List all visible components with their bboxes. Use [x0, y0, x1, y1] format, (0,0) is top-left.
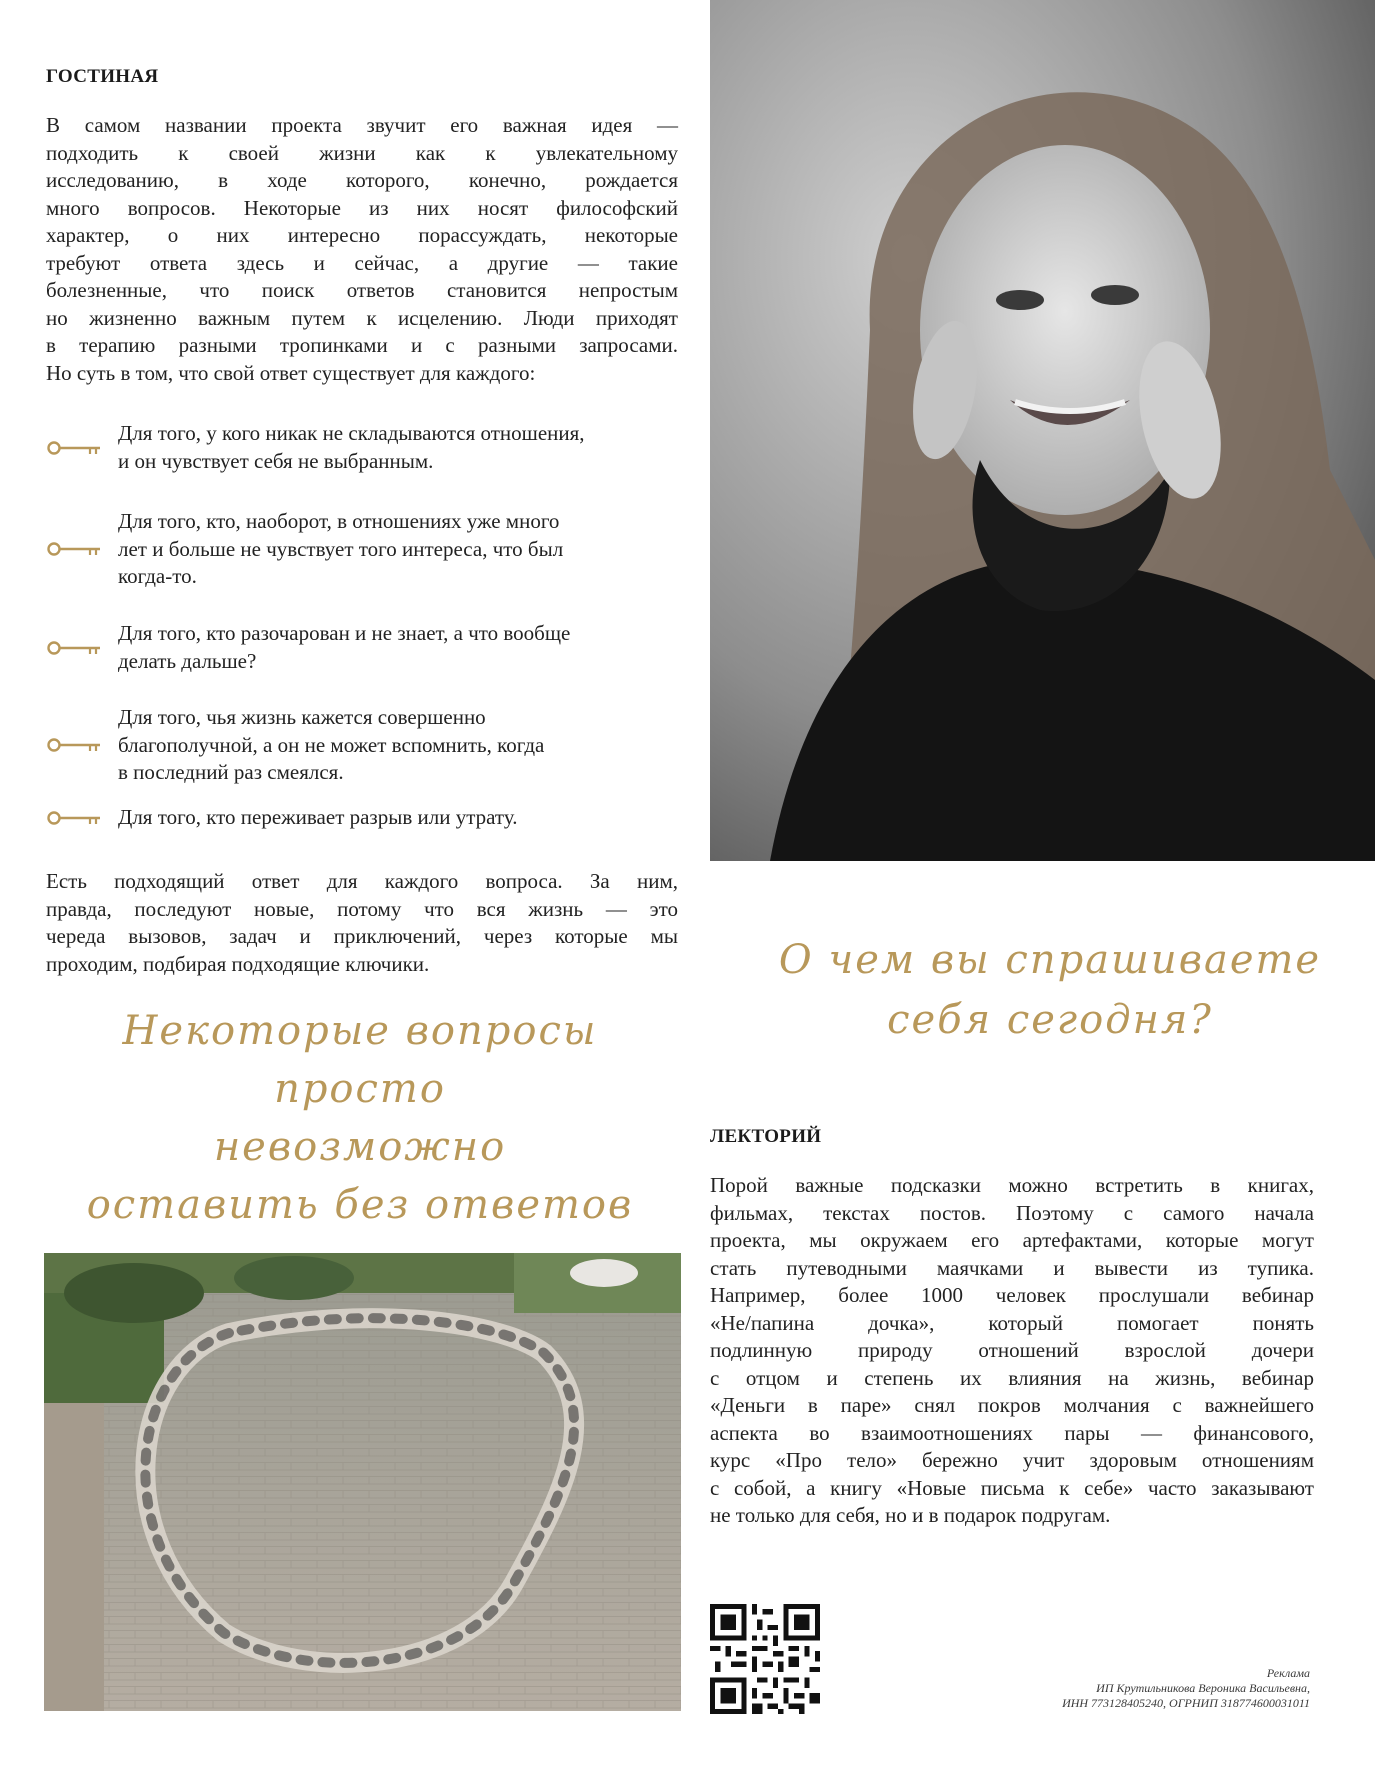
ad-disclaimer — [900, 1666, 1310, 1711]
portrait-photo — [710, 0, 1375, 861]
key-list — [46, 420, 686, 840]
ad-registration: ИНН 773128405240, ОГРНИП 318774600031011 — [1062, 1696, 1310, 1710]
intro-line: много вопросов. Некоторые из них носят философский — [46, 195, 678, 220]
lektoriy-line: с собой, а книгу «Новые письма к себе» часто заказывают — [710, 1475, 1314, 1500]
quote-right-line-2: себя сегодня? — [887, 997, 1213, 1043]
group-photo-image — [44, 1253, 681, 1711]
key-list-item — [46, 508, 686, 591]
lektoriy-line: не только для себя, но и в подарок подругам. — [710, 1503, 1111, 1527]
key-list-line: и он чувствует себя не выбранным. — [118, 448, 434, 473]
key-list-line: Для того, кто переживает разрыв или утрату. — [118, 805, 518, 829]
lektoriy-line: курс «Про тело» бережно учит здоровым отношениям — [710, 1448, 1314, 1472]
key-list-line: Для того, кто разочарован и не знает, а что вообще — [118, 621, 571, 645]
intro-line: требуют ответа здесь и сейчас, а другие — такие — [46, 250, 678, 275]
key-list-line: когда-то. — [118, 564, 197, 588]
intro-line: но жизненно важным путем к исцелению. Люди приходят — [46, 305, 678, 330]
ad-owner: ИП Крутильникова Вероника Васильевна, — [1096, 1681, 1310, 1695]
group-photo — [44, 1253, 681, 1711]
lektoriy-line: Например, более 1000 человек прослушали вебинар — [710, 1283, 1314, 1307]
qr-code-icon — [710, 1604, 820, 1714]
lektoriy-line: Порой важные подсказки можно встретить в книгах, — [710, 1173, 1314, 1197]
section-title-gostinaya: ГОСТИНАЯ — [46, 66, 159, 87]
key-list-line: в последний раз смеялся. — [118, 760, 344, 784]
closing-line: череда вызовов, задач и приключений, через которые мы — [46, 924, 678, 948]
key-list-line: делать дальше? — [118, 648, 257, 673]
key-list-text — [118, 508, 686, 591]
key-list-line: лет и больше не чувствует того интереса, что был — [118, 536, 564, 561]
key-list-text — [118, 620, 686, 675]
key-icon — [46, 539, 102, 559]
key-list-line: благополучной, а он не может вспомнить, когда — [118, 732, 545, 757]
lektoriy-line: аспекта во взаимоотношениях пары — финансового, — [710, 1420, 1314, 1445]
closing-line: правда, последуют новые, потому что вся жизнь — это — [46, 896, 678, 921]
quote-right-line-1: О чем вы спрашиваете — [778, 937, 1322, 983]
intro-line: характер, о них интересно порассуждать, некоторые — [46, 223, 678, 247]
intro-line: Но суть в том, что свой ответ существует для каждого: — [46, 360, 536, 385]
intro-paragraph — [46, 112, 678, 387]
closing-line: проходим, подбирая подходящие ключики. — [46, 951, 430, 976]
key-list-item — [46, 804, 686, 832]
key-icon — [46, 638, 102, 658]
lektoriy-paragraph — [710, 1172, 1314, 1530]
closing-paragraph — [46, 868, 678, 978]
quote-left — [40, 1002, 680, 1234]
key-list-text — [118, 420, 686, 475]
lektoriy-line: проекта, мы окружаем его артефактами, которые могут — [710, 1228, 1314, 1252]
key-icon — [46, 438, 102, 458]
intro-line: в терапию разными тропинками и с разными запросами. — [46, 333, 678, 357]
key-list-item — [46, 620, 686, 675]
lektoriy-line: подлинную природу отношений взрослой дочери — [710, 1338, 1314, 1362]
lektoriy-line: «Деньги в паре» снял покров молчания с важнейшего — [710, 1393, 1314, 1417]
key-list-line: Для того, кто, наоборот, в отношениях уже много — [118, 509, 560, 533]
key-list-line: Для того, у кого никак не складываются отношения, — [118, 421, 585, 445]
intro-line: В самом названии проекта звучит его важная идея — — [46, 113, 678, 137]
intro-line: подходить к своей жизни как к увлекательному — [46, 140, 678, 165]
lektoriy-line: «Не/папина дочка», который помогает понять — [710, 1310, 1314, 1335]
qr-code[interactable] — [710, 1604, 820, 1714]
key-list-item — [46, 704, 686, 787]
lektoriy-line: с отцом и степень их влияния на жизнь, вебинар — [710, 1365, 1314, 1390]
intro-line: болезненные, что поиск ответов становится непростым — [46, 278, 678, 302]
lektoriy-line: фильмах, текстах постов. Поэтому с самого начала — [710, 1200, 1314, 1225]
key-icon — [46, 808, 102, 828]
quote-left-line-2: невозможно — [213, 1124, 507, 1170]
quote-left-line-3: оставить без ответов — [86, 1182, 634, 1228]
portrait-photo-image — [710, 0, 1375, 861]
section-title-lektoriy: ЛЕКТОРИЙ — [710, 1126, 822, 1147]
key-list-text — [118, 804, 686, 832]
key-list-text — [118, 704, 686, 787]
intro-line: исследованию, в ходе которого, конечно, рождается — [46, 168, 678, 192]
key-list-line: Для того, чья жизнь кажется совершенно — [118, 705, 486, 729]
key-list-item — [46, 420, 686, 475]
quote-left-line-1: Некоторые вопросы просто — [122, 1008, 598, 1112]
ad-label: Реклама — [1266, 1666, 1310, 1680]
quote-right — [740, 930, 1360, 1050]
lektoriy-line: стать путеводными маячками и вывести из тупика. — [710, 1255, 1314, 1280]
closing-line: Есть подходящий ответ для каждого вопроса. За ним, — [46, 869, 678, 893]
key-icon — [46, 735, 102, 755]
